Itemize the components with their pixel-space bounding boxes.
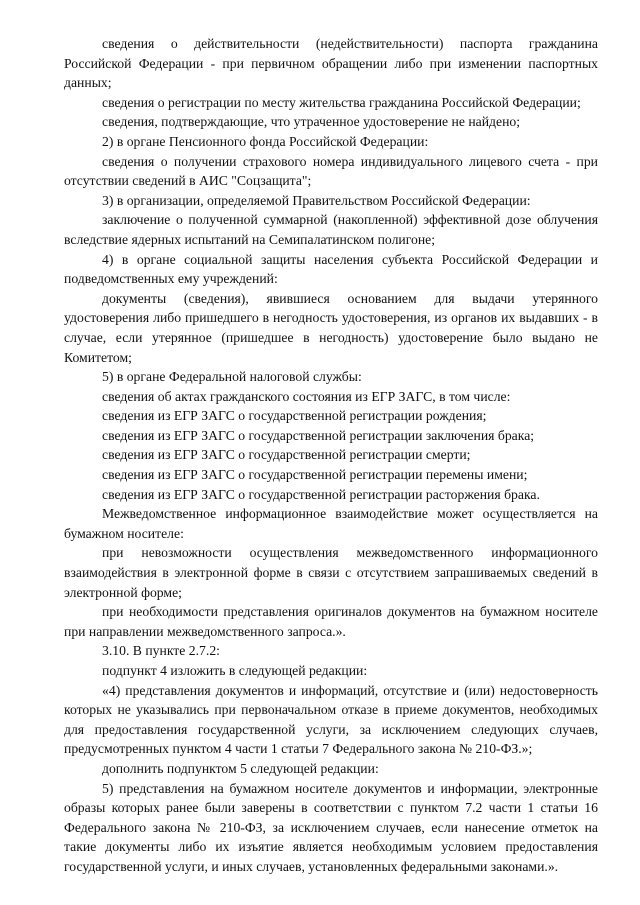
paragraph-birth: сведения из ЕГР ЗАГС о государственной регистрации рождения; bbox=[102, 408, 487, 424]
paragraph-marriage: сведения из ЕГР ЗАГС о государственной регистрации заключения брака; bbox=[102, 427, 535, 443]
paragraph-government-org: 3) в организации, определяемой Правительством Российской Федерации: bbox=[102, 192, 531, 208]
paragraph-originals: при необходимости представления оригиналов документов на бумажном носителе при направлении межведомственного запроса.». bbox=[64, 604, 598, 639]
paragraph-lost-certificate: сведения, подтверждающие, что утраченное удостоверение не найдено; bbox=[102, 114, 521, 130]
paragraph-civil-status: сведения об актах гражданского состояния из ЕГР ЗАГС, в том числе: bbox=[102, 388, 511, 404]
paragraph-social-protection: 4) в органе социальной защиты населения субъекта Российской Федерации и подведомственных ему учреждений: bbox=[64, 251, 598, 287]
paragraph-subclause-4-text: «4) представления документов и информаций, отсутствие и (или) недостоверность которых не указывались при первоначальном отказе в приеме документов, необходимых для предоставления государственной услуги, за исключением следующих случаев, предусмотренных пунктом 4 части 1 статьи 7 Федерального закона № 210-ФЗ.»; bbox=[64, 682, 598, 757]
paragraph-paper-interaction: Межведомственное информационное взаимодействие может осуществляется на бумажном носителе: bbox=[64, 506, 598, 541]
paragraph-tax-service: 5) в органе Федеральной налоговой службы: bbox=[102, 369, 362, 385]
paragraph-no-electronic: при невозможности осуществления межведомственного информационного взаимодействия в электронной форме в связи с отсутствием запрашиваемых сведений в электронной форме; bbox=[64, 545, 598, 600]
paragraph-passport-validity: сведения о действительности (недействительности) паспорта гражданина Российской Федерации - при первичном обращении либо при изменении паспортных данных; bbox=[64, 36, 598, 91]
paragraph-subclause-5-text: 5) представления на бумажном носителе документов и информации, электронные образы которых ранее были заверены в соответствии с пунктом 7.2 части 1 статьи 16 Федерального закона № 210-ФЗ, за исключением случаев, если нанесение отметок на такие документы либо их изъятие является необходимым условием предоставления государственной услуги, и иных случаев, установленных федеральными законами.». bbox=[64, 780, 598, 874]
paragraph-death: сведения из ЕГР ЗАГС о государственной регистрации смерти; bbox=[102, 447, 471, 463]
paragraph-divorce: сведения из ЕГР ЗАГС о государственной регистрации расторжения брака. bbox=[102, 486, 540, 502]
paragraph-pension-fund: 2) в органе Пенсионного фонда Российской Федерации: bbox=[102, 133, 429, 149]
document-page bbox=[64, 34, 598, 877]
paragraph-registration: сведения о регистрации по месту жительства гражданина Российской Федерации; bbox=[102, 94, 581, 110]
paragraph-name-change: сведения из ЕГР ЗАГС о государственной регистрации перемены имени; bbox=[102, 467, 528, 483]
paragraph-insurance-number: сведения о получении страхового номера индивидуального лицевого счета - при отсутствии сведений в АИС "Соцзащита"; bbox=[64, 153, 598, 189]
paragraph-documents-basis: документы (сведения), явившиеся основанием для выдачи утерянного удостоверения либо пришедшего в негодность удостоверения, из органов их выдавших - в случае, если утерянное (пришедшее в негодность) удостоверение было выдано не Комитетом; bbox=[64, 290, 598, 365]
paragraph-section-3-10: 3.10. В пункте 2.7.2: bbox=[102, 643, 220, 659]
paragraph-add-subclause-5: дополнить подпунктом 5 следующей редакции: bbox=[102, 760, 379, 776]
paragraph-subclause-4: подпункт 4 изложить в следующей редакции: bbox=[102, 663, 368, 678]
paragraph-radiation-dose: заключение о полученной суммарной (накопленной) эффективной дозе облучения вследствие ядерных испытаний на Семипалатинском полигоне; bbox=[64, 212, 598, 247]
